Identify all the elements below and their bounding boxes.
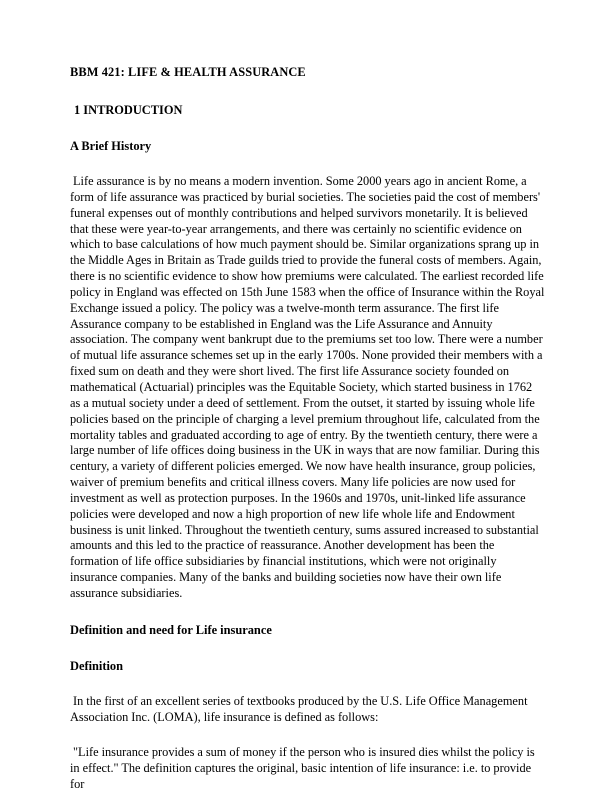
spacer xyxy=(70,638,545,658)
section-heading-introduction: 1 INTRODUCTION xyxy=(74,103,183,117)
spacer xyxy=(70,674,545,694)
paragraph-brief-history: Life assurance is by no means a modern invention. Some 2000 years ago in ancient Rome, a form of life assurance was practiced by burial societies. The societies paid the cost of members' funeral expenses out of monthly contributions and helped survivors monetarily. It is believed that these were year-to-year arrangements, and there was certainly no scientific evidence on which to base calculations of how much payment should be. Similar organizations sprang up in the Middle Ages in Britain as Trade guilds tried to provide the funeral costs of members. Again, there is no scientific evidence to show how premiums were calculated. The earliest recorded life policy in England was effected on 15th June 1583 when the office of Insurance within the Royal Exchange issued a policy. The policy was a twelve-month term assurance. The first life Assurance company to be established in England was the Life Assurance and Annuity association. The company went bankrupt due to the premiums set too low. There were a number of mutual life assurance schemes set up in the early 1700s. None provided their members with a fixed sum on death and they were short lived. The first life Assurance society founded on mathematical (Actuarial) principles was the Equitable Society, which started business in 1762 as a mutual society under a deed of settlement. From the outset, it started by issuing whole life policies based on the principle of charging a level premium throughout life, calculated from the mortality tables and graduated according to age of entry. By the twentieth century, there were a large number of life offices doing business in the UK in ways that are now familiar. During this century, a variety of different policies emerged. We now have health insurance, group policies, waiver of premium benefits and critical illness covers. Many life policies are now used for investment as well as protection purposes. In the 1960s and 1970s, unit-linked life assurance policies were developed and now a high proportion of new life whole life and Endowment business is unit linked. Throughout the twentieth century, sums assured increased to substantial amounts and this led to the practice of reassurance. Another development has been the formation of life office subsidiaries by financial institutions, which were not originally insurance companies. Many of the banks and building societies now have their own life assurance subsidiaries. xyxy=(70,174,548,600)
spacer xyxy=(70,154,545,174)
spacer xyxy=(70,80,545,102)
spacer xyxy=(70,602,545,622)
paragraph-life-insurance-quote: "Life insurance provides a sum of money if the person who is insured dies whilst the policy is in effect." The definition captures the original, basic intention of life insurance: i.e. to provide for xyxy=(70,745,538,792)
spacer xyxy=(70,725,545,745)
subheading-definition-and-need: Definition and need for Life insurance xyxy=(70,622,272,637)
document-title: BBM 421: LIFE & HEALTH ASSURANCE xyxy=(70,65,306,79)
subheading-a-brief-history: A Brief History xyxy=(70,139,152,153)
subheading-definition: Definition xyxy=(70,658,124,673)
spacer xyxy=(70,118,545,138)
paragraph-loma-definition-intro: In the first of an excellent series of textbooks produced by the U.S. Life Office Management Association Inc. (LOMA), life insurance is defined as follows: xyxy=(70,693,530,724)
